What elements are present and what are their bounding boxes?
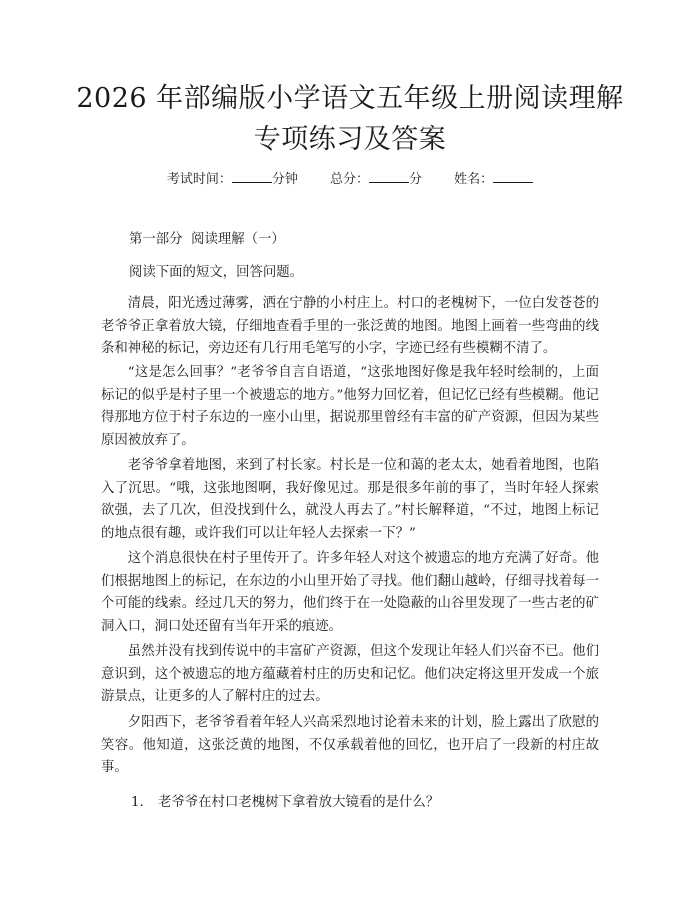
passage-paragraph-1: 清晨，阳光透过薄雾，洒在宁静的小村庄上。村口的老槐树下，一位白发苍苍的老爷爷正拿着放大镜，仔细地查看手里的一张泛黄的地图。地图上画着一些弯曲的线条和神秘的标记，旁边还有几行用毛笔写的小字，字迹已经有些模糊不清了。	[101, 296, 599, 356]
exam-time-blank	[232, 170, 272, 183]
total-score-unit: 分	[409, 172, 423, 187]
student-name-field	[454, 172, 533, 187]
question-number: 1.	[131, 795, 144, 810]
exam-time-unit: 分钟	[271, 172, 298, 187]
total-score-label: 总分：	[329, 172, 369, 187]
passage-paragraph-2: “这是怎么回事？”老爷爷自言自语道，“这张地图好像是我年轻时绘制的，上面标记的似乎是村子里一个被遗忘的地方。”他努力回忆着，但记忆已经有些模糊。他记得那地方位于村子东边的一座小山里，据说那里曾经有丰富的矿产资源，但因为某些原因被放弃了。	[101, 365, 599, 448]
total-score-field	[330, 172, 426, 187]
student-name-label: 姓名：	[454, 172, 494, 187]
student-name-blank	[493, 170, 533, 183]
reading-instruction: 阅读下面的短文，回答问题。	[129, 265, 304, 280]
document-title	[60, 78, 640, 160]
total-score-blank	[369, 170, 409, 183]
title-line-2: 专项练习及答案	[253, 124, 447, 155]
exam-info-line	[0, 170, 700, 189]
section-heading: 第一部分 阅读理解（一）	[129, 232, 285, 247]
passage-paragraph-6: 夕阳西下，老爷爷看着年轻人兴高采烈地讨论着未来的计划，脸上露出了欣慰的笑容。他知道，这张泛黄的地图，不仅承载着他的回忆，也开启了一段新的村庄故事。	[101, 715, 599, 775]
passage-paragraph-3: 老爷爷拿着地图，来到了村长家。村长是一位和蔼的老太太，她看着地图，也陷入了沉思。“哦，这张地图啊，我好像见过。那是很多年前的事了，当时年轻人探索欲强，去了几次，但没找到什么，就没人再去了。”村长解释道，“不过，地图上标记的地点很有趣，或许我们可以让年轻人去探索一下？”	[101, 458, 599, 541]
exam-time-label: 考试时间：	[166, 172, 232, 187]
passage-paragraph-4: 这个消息很快在村子里传开了。许多年轻人对这个被遗忘的地方充满了好奇。他们根据地图上的标记，在东边的小山里开始了寻找。他们翻山越岭，仔细寻找着每一个可能的线索。经过几天的努力，他们终于在一处隐蔽的山谷里发现了一些古老的矿洞入口，洞口处还留有当年开采的痕迹。	[101, 551, 599, 634]
passage-paragraph-5: 虽然并没有找到传说中的丰富矿产资源，但这个发现让年轻人们兴奋不已。他们意识到，这个被遗忘的地方蕴藏着村庄的历史和记忆。他们决定将这里开发成一个旅游景点，让更多的人了解村庄的过去。	[101, 644, 599, 704]
exam-time-field	[167, 172, 302, 187]
title-line-1: 2026 年部编版小学语文五年级上册阅读理解	[76, 83, 624, 114]
question-text: 老爷爷在村口老槐树下拿着放大镜看的是什么？	[158, 795, 440, 810]
question-1	[131, 792, 599, 815]
